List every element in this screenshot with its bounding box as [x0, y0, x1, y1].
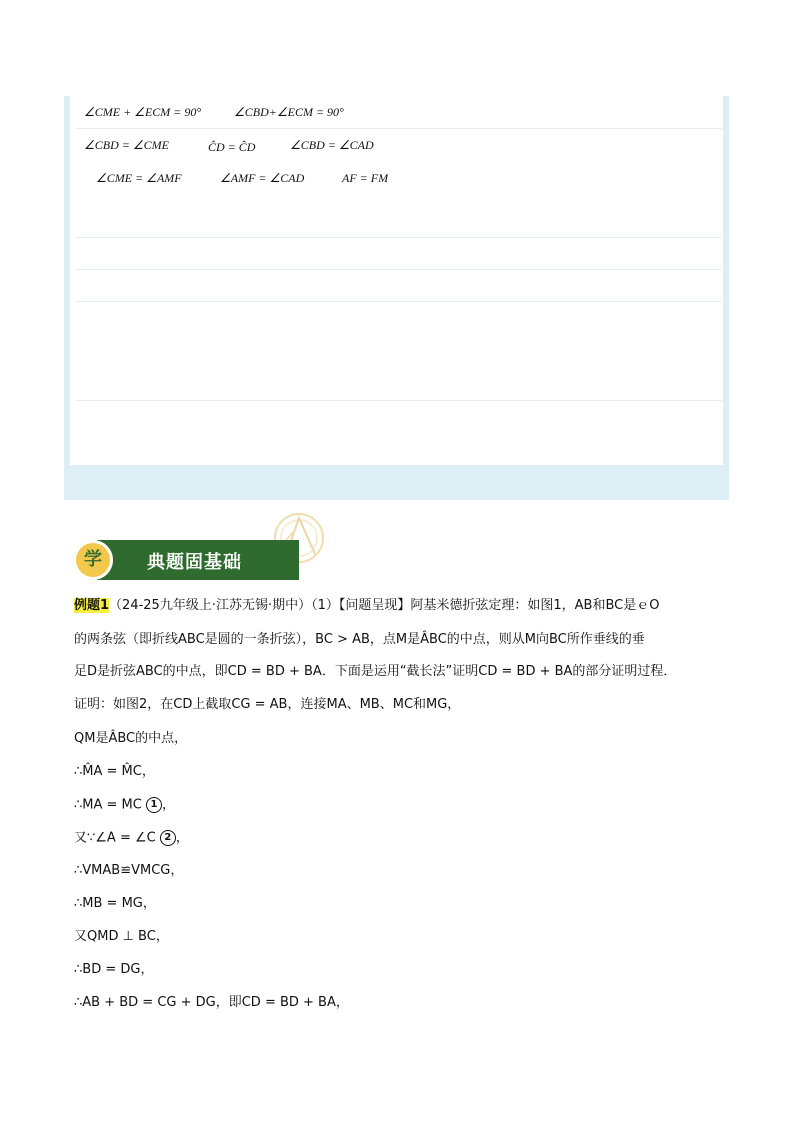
example-line-1: [74, 598, 659, 614]
proof-line-2: QM是ÂBC的中点，: [74, 731, 188, 746]
proof-step: 又∵∠A = ∠C: [74, 830, 156, 846]
section-banner: [73, 540, 303, 580]
example-line-3: 足D是折弦ABC的中点，即CD = BD + BA．下面是运用“截长法”证明CD = BD + BA的部分证明过程．: [74, 664, 677, 679]
proof-line-1: 证明：如图2，在CD上截取CG = AB，连接MA、MB、MC和MG，: [74, 697, 461, 712]
proof-line-7: ∴MB = MG，: [74, 896, 156, 911]
proof-line-8: 又QMD ⊥ BC，: [74, 929, 169, 944]
hint-eq: ∠CBD = ∠CAD: [290, 138, 374, 152]
hint-eq: AF = FM: [342, 171, 389, 185]
hint-eq: ∠CME + ∠ECM = 90°: [84, 105, 202, 119]
section-badge-char: 学: [84, 549, 102, 570]
hint-eq: ∠AMF = ∠CAD: [220, 171, 305, 185]
divider: [76, 128, 722, 129]
proof-punct: ，: [175, 830, 189, 846]
divider: [76, 301, 722, 302]
answer-panel: [64, 96, 729, 500]
proof-step: ∴MA = MC: [74, 797, 142, 813]
proof-line-3: ∴M̂A = M̂C，: [74, 764, 155, 779]
hint-eq: ∠CBD = ∠CME: [84, 138, 169, 152]
hint-eq: ∠CME = ∠AMF: [96, 171, 182, 185]
divider: [76, 269, 722, 270]
example-text: （24-25九年级上·江苏无锡·期中）（1）【问题呈现】阿基米德折弦定理：如图1，AB和BC是ｅO: [109, 598, 660, 613]
step-number-badge: 1: [146, 797, 162, 813]
proof-line-9: ∴BD = DG，: [74, 962, 154, 977]
divider: [76, 400, 722, 401]
example-label: 例题1: [74, 598, 110, 613]
divider: [76, 237, 722, 238]
proof-line-4: [74, 797, 175, 814]
hint-eq: ĈD = ĈD: [208, 140, 256, 154]
example-line-2: 的两条弦（即折线ABC是圆的一条折弦），BC > AB，点M是ÂBC的中点，则从M向BC所作垂线的垂: [74, 632, 645, 647]
proof-line-10: ∴AB + BD = CG + DG，即CD = BD + BA，: [74, 995, 349, 1010]
section-title: 典题固基础: [147, 552, 242, 573]
proof-line-5: [74, 830, 189, 847]
proof-punct: ，: [161, 797, 175, 813]
answer-panel-inner: [70, 96, 723, 465]
proof-line-6: ∴VMAB≌VMCG，: [74, 863, 184, 878]
hint-eq: ∠CBD+∠ECM = 90°: [234, 105, 344, 119]
step-number-badge: 2: [160, 830, 176, 846]
